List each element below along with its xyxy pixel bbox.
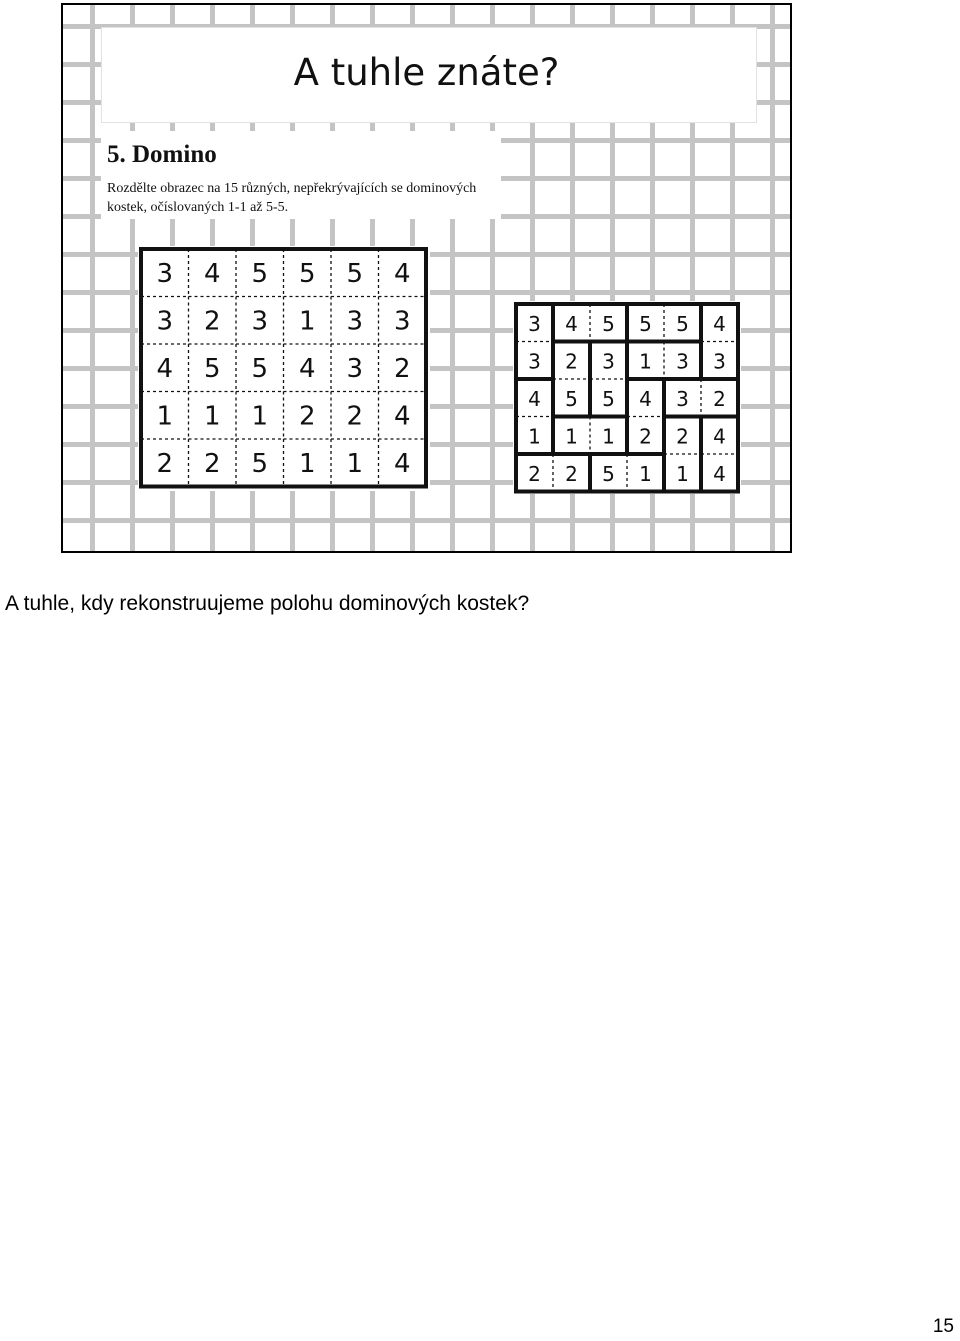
solution-cell-number: 3 bbox=[528, 349, 541, 374]
solution-cell-number: 5 bbox=[602, 311, 615, 336]
solution-cell-number: 5 bbox=[602, 386, 615, 411]
solution-grid bbox=[513, 301, 741, 494]
solution-cell-number: 4 bbox=[565, 311, 578, 336]
puzzle-cell-number: 5 bbox=[251, 448, 269, 479]
puzzle-cell-number: 2 bbox=[298, 401, 316, 432]
solution-cell-number: 2 bbox=[639, 424, 652, 449]
solution-cell-number: 5 bbox=[639, 311, 652, 336]
solution-cell-number: 1 bbox=[676, 461, 689, 486]
puzzle-background bbox=[141, 249, 426, 487]
solution-cell-number: 1 bbox=[639, 461, 652, 486]
page-number: 15 bbox=[932, 1316, 954, 1337]
solution-cell-number: 1 bbox=[639, 349, 652, 374]
solution-cell-number: 2 bbox=[676, 424, 689, 449]
solution-cell-number: 2 bbox=[528, 461, 541, 486]
solution-cell-number: 3 bbox=[602, 349, 615, 374]
solution-cell-number: 2 bbox=[565, 461, 578, 486]
puzzle-cell-number: 4 bbox=[298, 353, 316, 384]
puzzle-cell-number: 3 bbox=[346, 306, 364, 337]
puzzle-cell-number: 4 bbox=[203, 258, 221, 289]
solution-cell-number: 3 bbox=[676, 386, 689, 411]
puzzle-cell-number: 2 bbox=[156, 448, 174, 479]
task-heading: 5. Domino bbox=[107, 141, 217, 168]
puzzle-cell-number: 3 bbox=[251, 306, 269, 337]
puzzle-cell-number: 3 bbox=[346, 353, 364, 384]
caption: A tuhle, kdy rekonstruujeme polohu dominových kostek? bbox=[5, 592, 530, 615]
puzzle-cell-number: 1 bbox=[346, 448, 364, 479]
puzzle-cell-number: 2 bbox=[393, 353, 411, 384]
solution-cell-number: 4 bbox=[713, 311, 726, 336]
puzzle-cell-number: 1 bbox=[251, 401, 269, 432]
puzzle-cell-number: 5 bbox=[346, 258, 364, 289]
puzzle-cell-number: 2 bbox=[203, 306, 221, 337]
solution-cell-number: 2 bbox=[565, 349, 578, 374]
puzzle-cell-number: 1 bbox=[298, 306, 316, 337]
solution-cell-number: 4 bbox=[713, 461, 726, 486]
puzzle-cell-number: 5 bbox=[251, 353, 269, 384]
puzzle-cell-number: 5 bbox=[298, 258, 316, 289]
puzzle-cell-number: 1 bbox=[203, 401, 221, 432]
solution-cell-number: 3 bbox=[528, 311, 541, 336]
puzzle-cell-number: 3 bbox=[393, 306, 411, 337]
solution-cell-number: 4 bbox=[528, 386, 541, 411]
solution-cell-number: 3 bbox=[713, 349, 726, 374]
puzzle-cell-number: 5 bbox=[251, 258, 269, 289]
solution-cell-number: 5 bbox=[676, 311, 689, 336]
puzzle-cell-number: 1 bbox=[298, 448, 316, 479]
slide bbox=[61, 3, 792, 553]
puzzle-cell-number: 2 bbox=[346, 401, 364, 432]
puzzle-cell-number: 3 bbox=[156, 306, 174, 337]
solution-cell-number: 5 bbox=[602, 461, 615, 486]
solution-cell-number: 3 bbox=[676, 349, 689, 374]
puzzle-cell-number: 3 bbox=[156, 258, 174, 289]
puzzle-cell-number: 2 bbox=[203, 448, 221, 479]
solution-cell-number: 1 bbox=[565, 424, 578, 449]
solution-cell-number: 1 bbox=[602, 424, 615, 449]
puzzle-cell-number: 5 bbox=[203, 353, 221, 384]
task-text: Rozdělte obrazec na 15 různých, nepřekrývajících se dominových kostek, očíslovaných 1-1 až 5-5. bbox=[107, 181, 477, 215]
solution-cell-number: 5 bbox=[565, 386, 578, 411]
puzzle-cell-number: 4 bbox=[156, 353, 174, 384]
puzzle-grid bbox=[138, 246, 430, 491]
puzzle-cell-number: 4 bbox=[393, 448, 411, 479]
solution-cell-number: 1 bbox=[528, 424, 541, 449]
solution-cell-number: 4 bbox=[713, 424, 726, 449]
puzzle-cell-number: 4 bbox=[393, 258, 411, 289]
slide-title: A tuhle znáte? bbox=[293, 51, 560, 94]
solution-cell-number: 2 bbox=[713, 386, 726, 411]
solution-cell-number: 4 bbox=[639, 386, 652, 411]
puzzle-cell-number: 4 bbox=[393, 401, 411, 432]
puzzle-cell-number: 1 bbox=[156, 401, 174, 432]
